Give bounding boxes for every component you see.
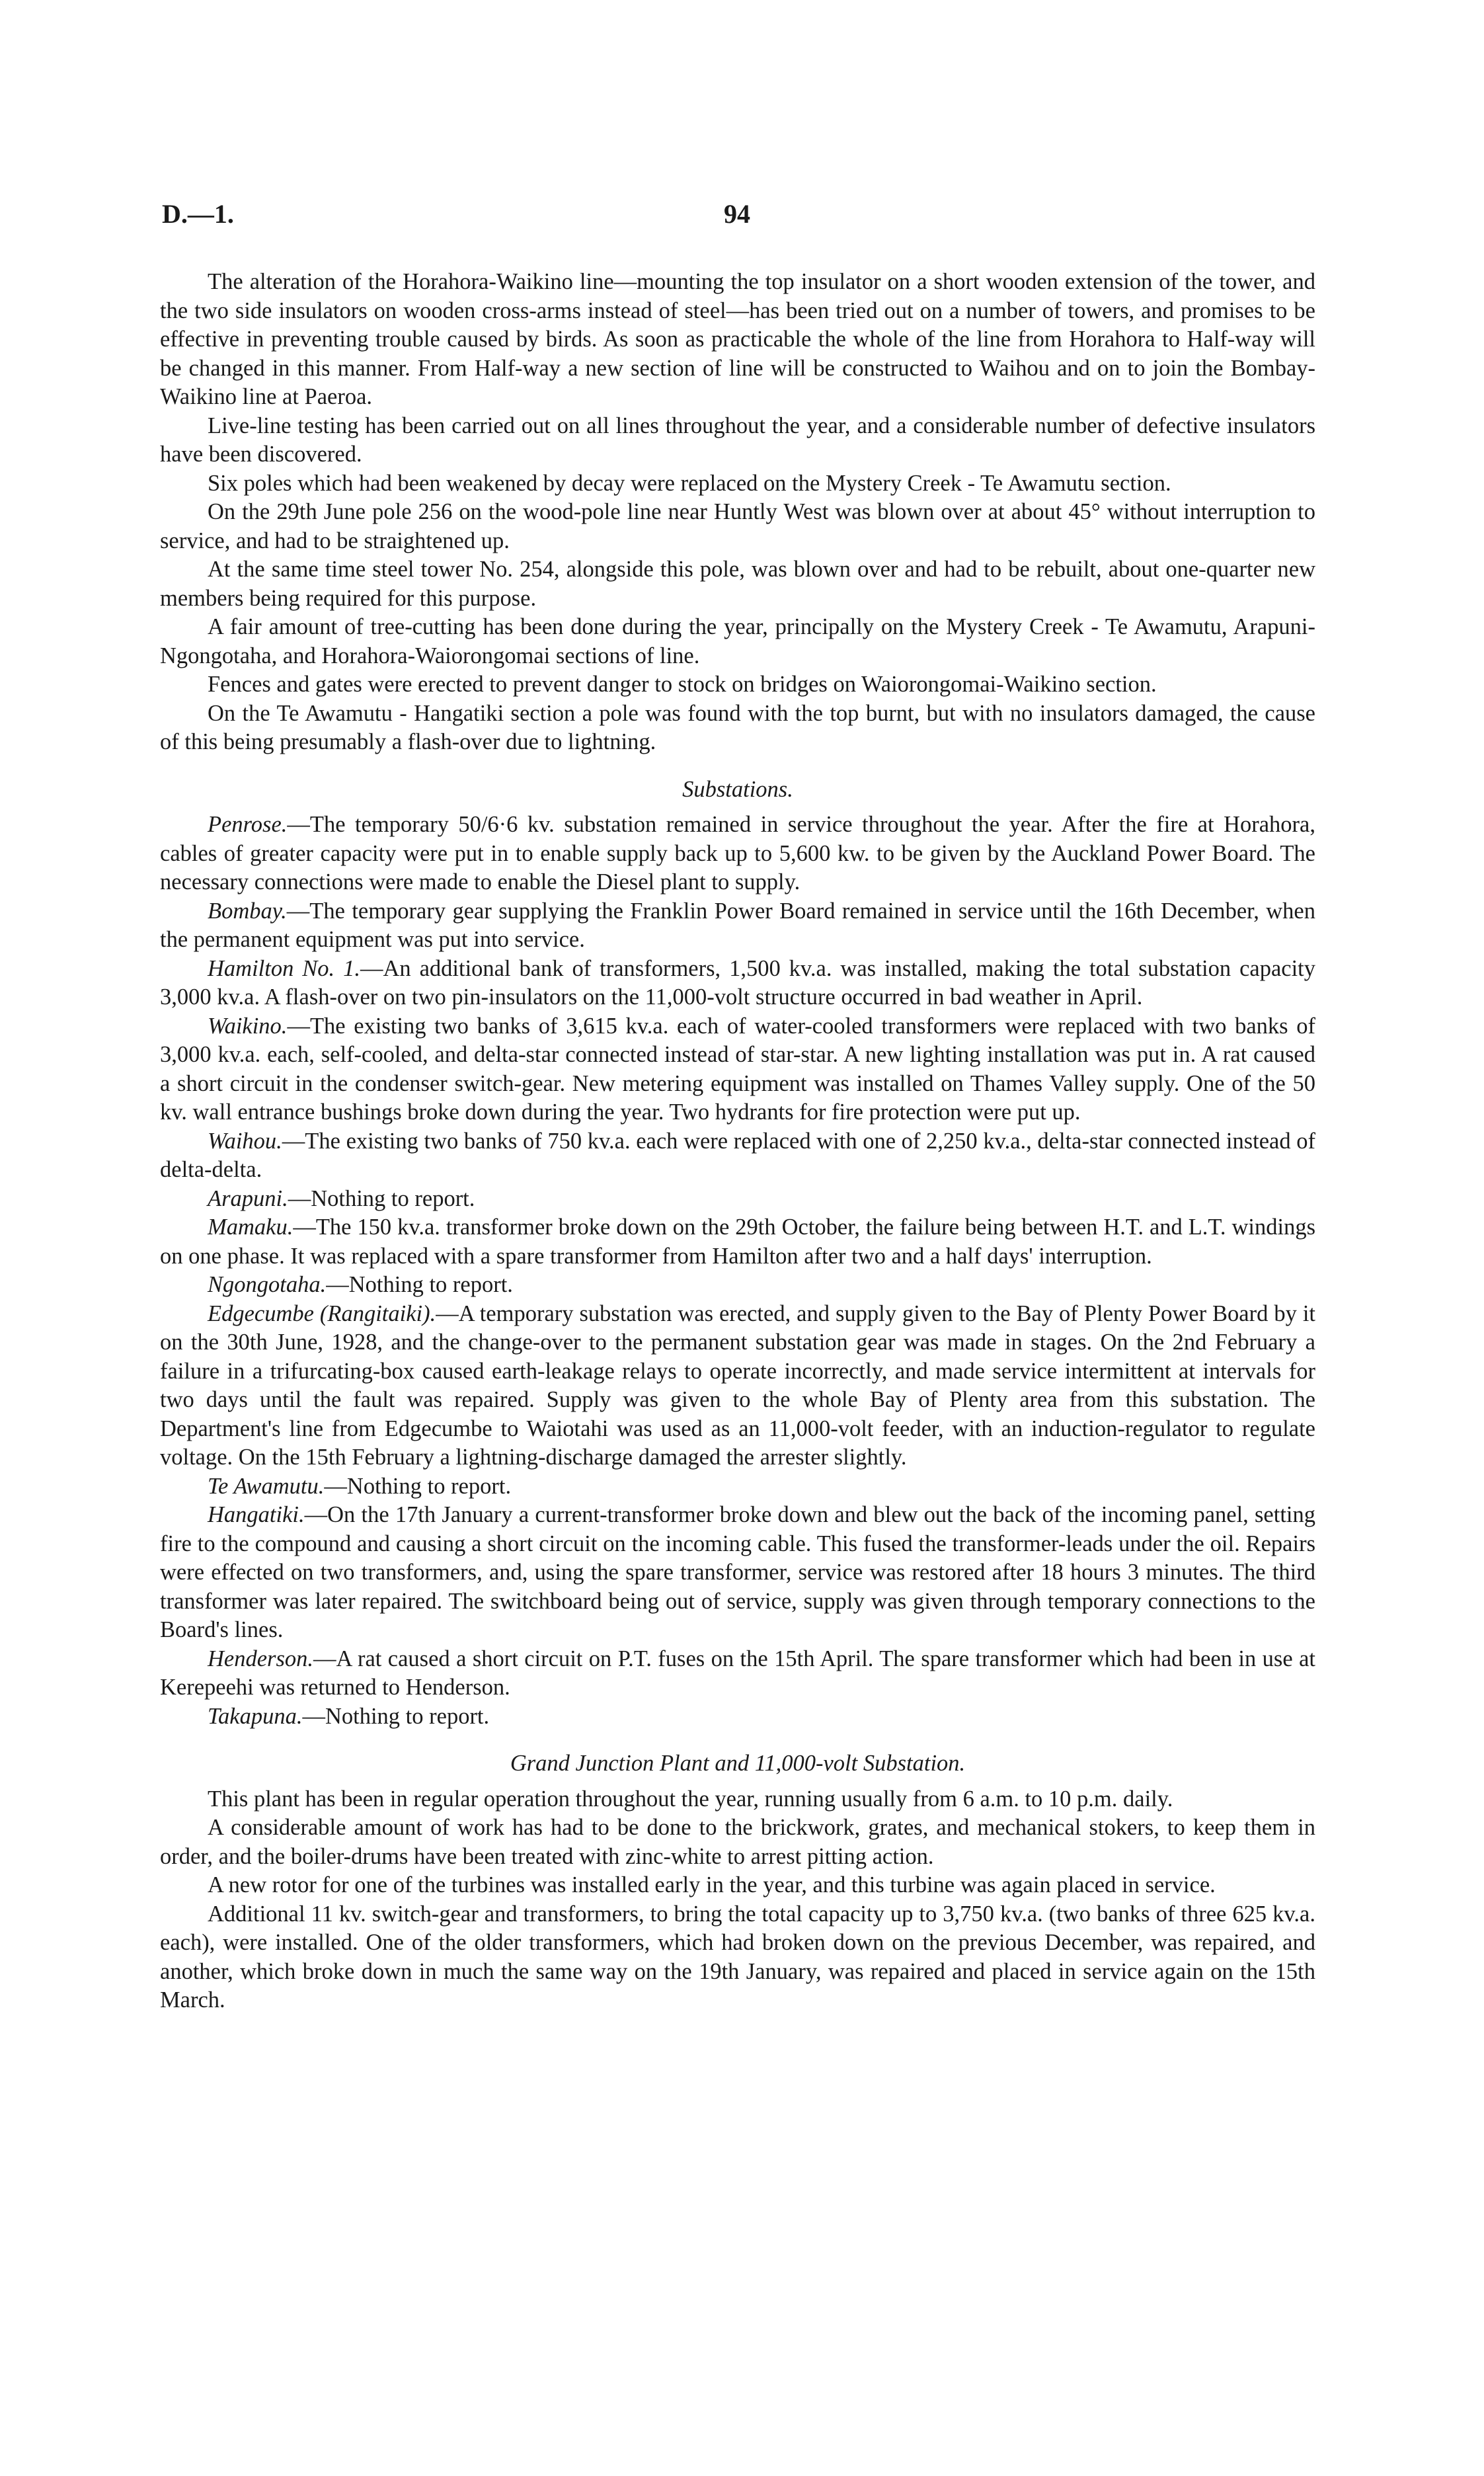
substation-entry (160, 1472, 1315, 1501)
paragraph: Six poles which had been weakened by decay were replaced on the Mystery Creek - Te Awamutu section. (208, 470, 1171, 496)
substation-text: —An additional bank of transformers, 1,500 kv.a. was installed, making the total substation capacity 3,000 kv.a. A flash-over on two pin-insulators on the 11,000-volt structure occurred in bad weather in April. (160, 955, 1315, 1010)
substation-text: —Nothing to report. (324, 1473, 512, 1499)
substation-entry (160, 1271, 1315, 1300)
document-code: D.—1. (162, 199, 234, 229)
substation-text: —The 150 kv.a. transformer broke down on the 29th October, the failure being between H.T. and L.T. windings on one phase. It was replaced with a spare transformer from Hamilton after two and a half days' interruption. (160, 1215, 1315, 1269)
page-number: 94 (724, 199, 750, 229)
paragraph: A considerable amount of work has had to be done to the brickwork, grates, and mechanical stokers, to keep them in order, and the boiler-drums have been treated with zinc-white to arrest pitting action. (160, 1815, 1315, 1869)
substation-name: Henderson. (208, 1646, 314, 1671)
substation-text: —The temporary gear supplying the Franklin Power Board remained in service until the 16th December, when the permanent equipment was put into service. (160, 898, 1315, 952)
substation-text: —Nothing to report. (302, 1703, 490, 1729)
substation-text: —A temporary substation was erected, and supply given to the Bay of Plenty Power Board by it on the 30th June, 1928, and the change-over to the permanent substation gear was made in stages. On the 2nd February a failure in a trifurcating-box caused earth-leakage relays to operate incorrectly, and made service intermittent at intervals for two days until the fault was repaired. Supply was given to the whole Bay of Plenty area from this substation. The Department's line from Edgecumbe to Waiotahi was used as an 11,000-volt feeder, with an induction-regulator to regulate voltage. On the 15th February a lightning-discharge damaged the arrester slightly. (160, 1300, 1315, 1470)
substation-name: Hangatiki. (208, 1502, 305, 1527)
substation-entry (160, 1300, 1315, 1472)
paragraph: On the Te Awamutu - Hangatiki section a pole was found with the top burnt, but with no insulators damaged, the cause of this being presumably a flash-over due to lightning. (160, 700, 1315, 754)
page-body (160, 268, 1315, 2015)
section-heading: Grand Junction Plant and 11,000-volt Substation. (510, 1751, 966, 1776)
paragraph: On the 29th June pole 256 on the wood-pole line near Huntly West was blown over at about 45° without interruption to service, and had to be straightened up. (160, 499, 1315, 553)
paragraph: At the same time steel tower No. 254, alongside this pole, was blown over and had to be rebuilt, about one-quarter new members being required for this purpose. (160, 557, 1315, 611)
substation-entry (160, 1185, 1315, 1214)
paragraph: The alteration of the Horahora-Waikino line—mounting the top insulator on a short wooden extension of the tower, and the two side insulators on wooden cross-arms instead of steel—has been tried out on a number of towers, and promises to be effective in preventing trouble caused by birds. As soon as practicable the whole of the line from Horahora to Half-way will be changed in this manner. From Half-way a new section of line will be constructed to Waihou and on to join the Bombay-Waikino line at Paeroa. (160, 269, 1315, 409)
paragraph: A fair amount of tree-cutting has been done during the year, principally on the Mystery Creek - Te Awamutu, Arapuni-Ngongotaha, and Horahora-Waiorongomai sections of line. (160, 614, 1315, 668)
substation-text: —On the 17th January a current-transformer broke down and blew out the back of the incoming panel, setting fire to the compound and causing a short circuit on the incoming cable. This fused the transformer-leads under the oil. Repairs were effected on two transformers, and, using the spare transformer, service was restored after 18 hours 3 minutes. The third transformer was later repaired. The switchboard being out of service, supply was given through temporary connections to the Board's lines. (160, 1502, 1315, 1642)
substation-entry (160, 1012, 1315, 1127)
substation-text: —The temporary 50/6·6 kv. substation remained in service throughout the year. After the fire at Horahora, cables of greater capacity were put in to enable supply back up to 5,600 kw. to be given by the Auckland Power Board. The necessary connections were made to enable the Diesel plant to supply. (160, 812, 1315, 895)
substation-name: Penrose. (208, 812, 288, 837)
substation-entry (160, 1501, 1315, 1645)
substation-name: Te Awamutu. (208, 1473, 325, 1499)
substation-entry (160, 1213, 1315, 1271)
page-header (162, 198, 1312, 238)
substation-entry (160, 897, 1315, 955)
substation-name: Edgecumbe (Rangitaiki). (208, 1300, 436, 1326)
section-heading: Substations. (682, 776, 793, 802)
substation-text: —A rat caused a short circuit on P.T. fuses on the 15th April. The spare transformer which had been in use at Kerepeehi was returned to Henderson. (160, 1646, 1315, 1700)
substation-entry (160, 1702, 1315, 1732)
substation-name: Bombay. (208, 898, 287, 924)
grand-junction-section (160, 1749, 1315, 2015)
substation-name: Waihou. (208, 1128, 282, 1154)
paragraph: Fences and gates were erected to prevent danger to stock on bridges on Waiorongomai-Waikino section. (208, 672, 1157, 697)
paragraph: Live-line testing has been carried out on all lines throughout the year, and a considerable number of defective insulators have been discovered. (160, 413, 1315, 467)
substation-entry (160, 955, 1315, 1012)
substation-name: Ngongotaha. (208, 1272, 327, 1297)
substation-text: —The existing two banks of 3,615 kv.a. each of water-cooled transformers were replaced with two banks of 3,000 kv.a. each, self-cooled, and delta-star connected instead of star-star. A new lighting installation was put in. A rat caused a short circuit in the condenser switch-gear. New metering equipment was installed on Thames Valley supply. One of the 50 kv. wall entrance bushings broke down during the year. Two hydrants for fire protection were put up. (160, 1013, 1315, 1125)
substation-name: Waikino. (208, 1013, 288, 1039)
substation-text: —Nothing to report. (326, 1272, 513, 1297)
substation-entry (160, 811, 1315, 897)
substations-section (160, 776, 1315, 1732)
substation-entry (160, 1127, 1315, 1185)
paragraph: Additional 11 kv. switch-gear and transformers, to bring the total capacity up to 3,750 kv.a. (two banks of three 625 kv.a. each), were installed. One of the older transformers, which had broken down on the previous December, was repaired, and another, which broke down in much the same way on the 19th January, was repaired and placed in service again on the 15th March. (160, 1901, 1315, 2013)
line-maintenance-section (160, 268, 1315, 757)
substation-name: Hamilton No. 1. (208, 955, 360, 981)
substation-name: Mamaku. (208, 1215, 293, 1240)
substation-name: Arapuni. (208, 1185, 288, 1211)
paragraph: A new rotor for one of the turbines was installed early in the year, and this turbine was again placed in service. (208, 1872, 1216, 1897)
paragraph: This plant has been in regular operation throughout the year, running usually from 6 a.m. to 10 p.m. daily. (208, 1786, 1173, 1812)
substation-text: —The existing two banks of 750 kv.a. each were replaced with one of 2,250 kv.a., delta-star connected instead of delta-delta. (160, 1128, 1315, 1182)
substation-name: Takapuna. (208, 1703, 303, 1729)
substation-text: —Nothing to report. (288, 1185, 475, 1211)
substation-entry (160, 1645, 1315, 1702)
